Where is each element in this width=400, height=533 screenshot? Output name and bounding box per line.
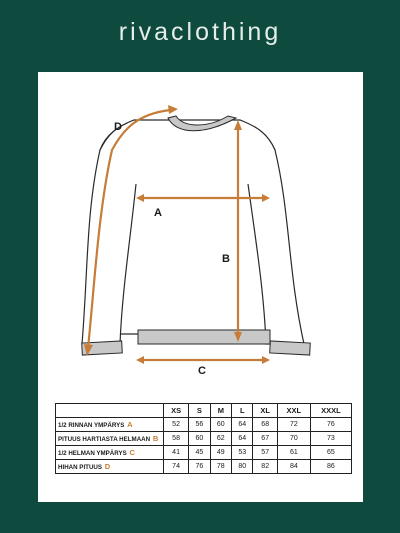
measure-c-arrow: [136, 356, 270, 364]
table-cell: 82: [253, 460, 277, 474]
table-cell: 62: [210, 432, 231, 446]
brand-logo: rivaclothing: [118, 18, 282, 46]
table-cell: 60: [210, 418, 231, 432]
table-cell: 73: [310, 432, 351, 446]
measure-d-arrowhead-top: [168, 105, 178, 114]
size-table-header-row: [56, 404, 352, 418]
table-cell: 74: [164, 460, 189, 474]
size-header-m: M: [210, 404, 231, 418]
size-header-xl: XL: [253, 404, 277, 418]
table-cell: 49: [210, 446, 231, 460]
measure-b-label: B: [222, 253, 230, 265]
table-cell: 61: [277, 446, 310, 460]
sweatshirt-diagram: [38, 72, 363, 392]
measure-c-label: C: [198, 365, 206, 377]
table-cell: 76: [189, 460, 210, 474]
table-cell: 67: [253, 432, 277, 446]
hem-rib: [138, 330, 270, 344]
row-label: PITUUS HARTIASTA HELMAAN B: [56, 432, 164, 446]
size-header-l: L: [232, 404, 253, 418]
table-cell: 53: [232, 446, 253, 460]
table-cell: 72: [277, 418, 310, 432]
row-label: HIHAN PITUUS D: [56, 460, 164, 474]
table-cell: 52: [164, 418, 189, 432]
table-cell: 45: [189, 446, 210, 460]
measure-d-label: D: [114, 121, 122, 133]
size-table: [55, 403, 352, 474]
table-cell: 58: [164, 432, 189, 446]
table-cell: 57: [253, 446, 277, 460]
row-label: 1/2 HELMAN YMPÄRYS C: [56, 446, 164, 460]
table-cell: 65: [310, 446, 351, 460]
table-cell: 56: [189, 418, 210, 432]
table-cell: 68: [253, 418, 277, 432]
table-row: [56, 432, 352, 446]
size-header-blank: [56, 404, 164, 418]
table-cell: 70: [277, 432, 310, 446]
table-cell: 80: [232, 460, 253, 474]
table-cell: 64: [232, 432, 253, 446]
right-cuff: [270, 341, 311, 355]
table-cell: 41: [164, 446, 189, 460]
table-cell: 86: [310, 460, 351, 474]
table-cell: 76: [310, 418, 351, 432]
size-header-xs: XS: [164, 404, 189, 418]
measure-a-label: A: [154, 207, 162, 219]
table-cell: 64: [232, 418, 253, 432]
row-label: 1/2 RINNAN YMPÄRYS A: [56, 418, 164, 432]
size-header-s: S: [189, 404, 210, 418]
table-row: [56, 446, 352, 460]
table-row: [56, 418, 352, 432]
table-cell: 84: [277, 460, 310, 474]
size-guide-card: [38, 72, 363, 502]
table-cell: 60: [189, 432, 210, 446]
size-header-xxxl: XXXL: [310, 404, 351, 418]
table-row: [56, 460, 352, 474]
size-header-xxl: XXL: [277, 404, 310, 418]
table-cell: 78: [210, 460, 231, 474]
